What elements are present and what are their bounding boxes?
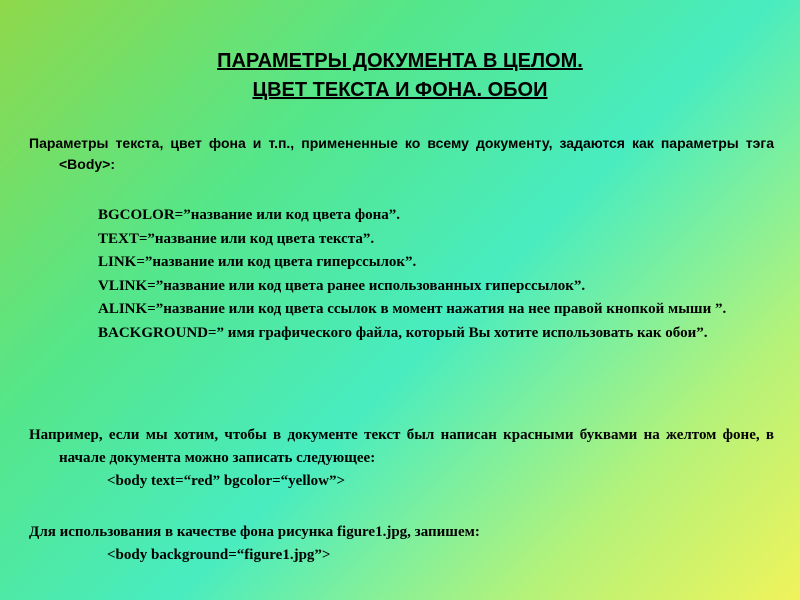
example-1-text: Например, если мы хотим, чтобы в документе текст был написан красными буквами на желтом фоне, в начале документа можно записать следующее: [29,427,774,466]
title-line-1: ПАРАМЕТРЫ ДОКУМЕНТА В ЦЕЛОМ. [217,50,583,72]
example-2 [29,521,774,567]
attribute-alink: ALINK=”название или код цвета ссылок в момент нажатия на нее правой кнопкой мыши ”. [98,301,727,317]
attribute-background: BACKGROUND=” имя графического файла, который Вы хотите использовать как обои”. [98,324,708,341]
intro-paragraph [29,133,774,175]
example-1 [29,424,774,493]
example-1-code: <body text=“red” bgcolor=“yellow”> [107,473,346,489]
attribute-list [29,204,774,345]
page-title [0,47,800,105]
title-line-2: ЦВЕТ ТЕКСТА И ФОНА. ОБОИ [252,79,548,101]
attribute-bgcolor: BGCOLOR=”название или код цвета фона”. [98,207,400,223]
attribute-vlink: VLINK=”название или код цвета ранее использованных гиперссылок”. [98,277,586,294]
attribute-text: TEXT=”название или код цвета текста”. [98,230,375,247]
example-2-code: <body background=“figure1.jpg”> [107,547,331,563]
intro-text: Параметры текста, цвет фона и т.п., примененные ко всему документу, задаются как параметры тэга <Body>: [29,135,774,172]
attribute-link: LINK=”название или код цвета гиперссылок”. [98,254,417,270]
example-2-text: Для использования в качестве фона рисунка figure1.jpg, запишем: [29,524,480,540]
